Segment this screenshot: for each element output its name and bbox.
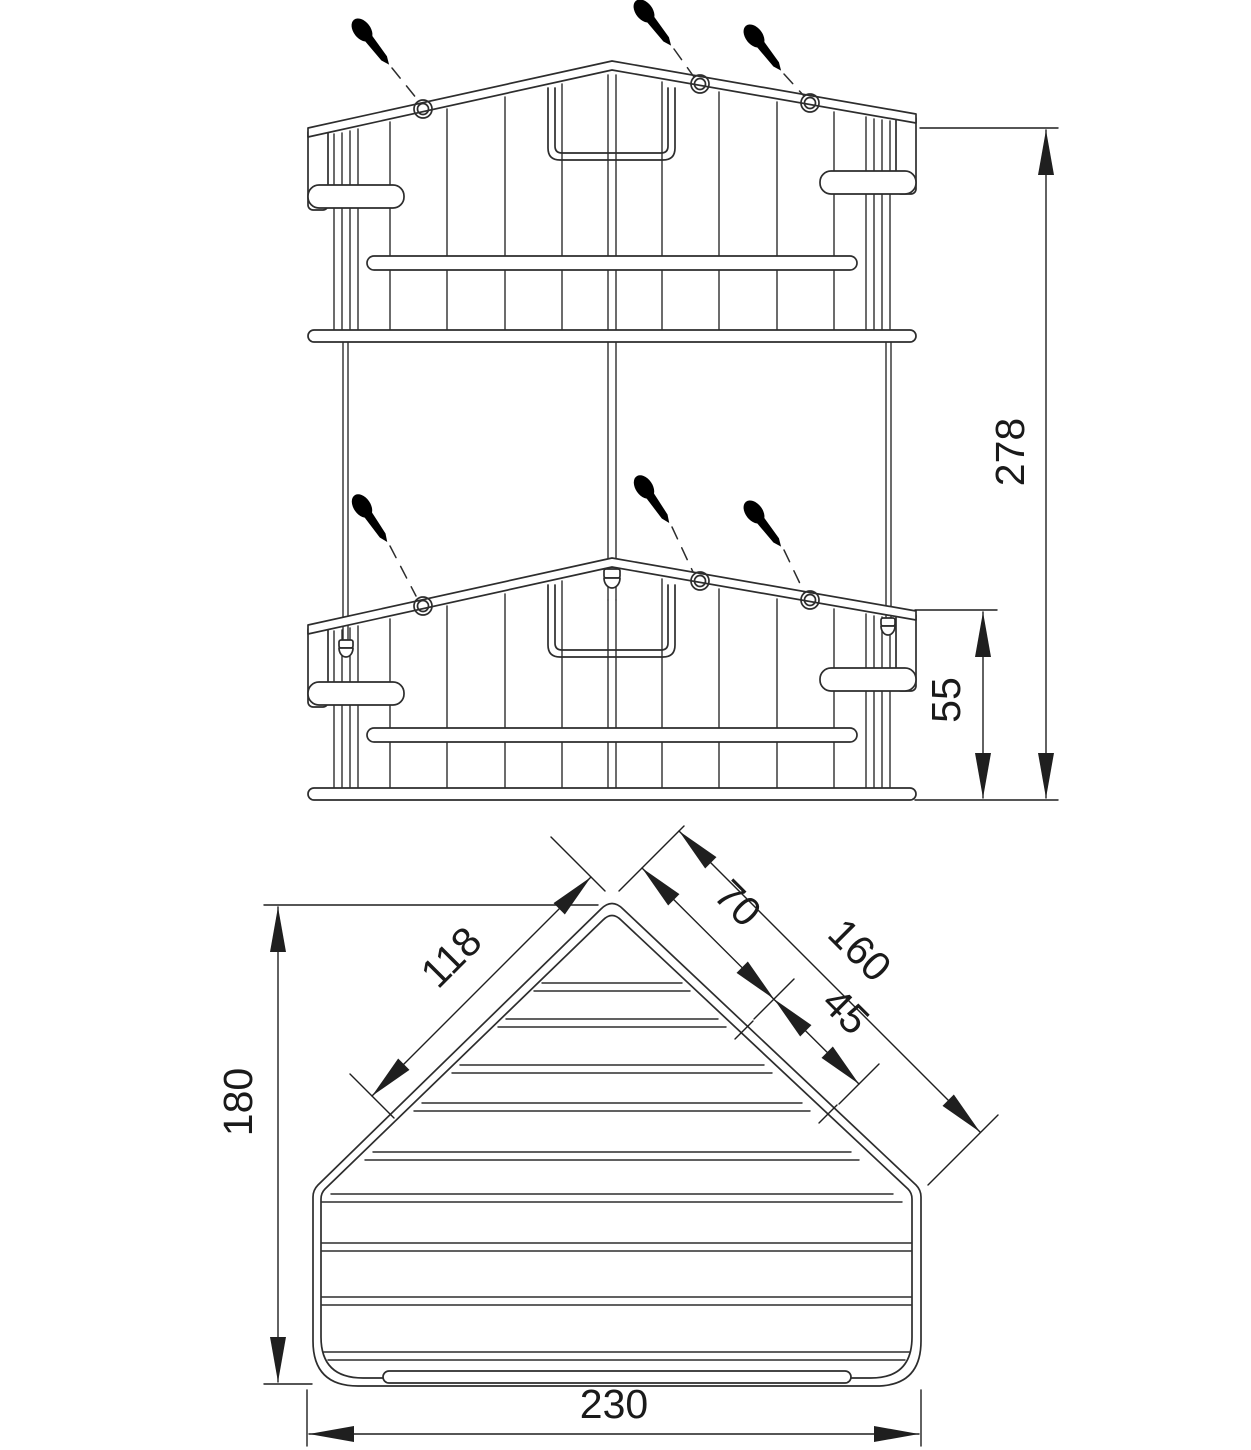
- plan-view-basket: [215, 825, 998, 1446]
- dimension-corner-segment-and-end: [619, 826, 879, 1123]
- plan-rim-inner: [321, 916, 912, 1379]
- front-view-two-tier-basket: [308, 0, 1058, 800]
- upper-right-arm: [820, 171, 916, 194]
- lower-bottom-rim: [308, 788, 916, 800]
- dimension-width: [307, 1381, 921, 1446]
- lower-back-loop: [548, 585, 675, 657]
- dimension-back-left-edge: [350, 837, 605, 1118]
- dim-label-45: 45: [813, 978, 879, 1044]
- center-peg: [604, 569, 620, 588]
- screw-icon: [630, 471, 677, 527]
- dim-label-70: 70: [705, 870, 771, 936]
- upper-basket: [308, 61, 916, 342]
- dimension-lower-tier-height: [915, 610, 997, 798]
- screw-icon: [348, 490, 395, 546]
- dim-label-160: 160: [819, 909, 901, 991]
- lower-mid-rail: [367, 728, 857, 742]
- lower-right-arm: [820, 668, 916, 691]
- right-peg: [881, 618, 895, 635]
- screw-icon: [629, 0, 677, 51]
- upper-bottom-rim: [308, 330, 916, 342]
- dimension-depth: [215, 905, 598, 1384]
- plan-shelf-wires: [322, 983, 911, 1360]
- upper-back-loop: [548, 88, 675, 160]
- plan-rim-outer: [313, 904, 921, 1387]
- dim-label-118: 118: [411, 917, 491, 997]
- upper-top-rail: [308, 61, 916, 137]
- upper-basket-wires: [334, 75, 890, 338]
- lower-basket: [308, 558, 916, 800]
- dim-label-230: 230: [579, 1381, 649, 1427]
- dim-label-55: 55: [923, 677, 969, 723]
- upper-mid-rail: [367, 256, 857, 270]
- left-peg: [339, 640, 353, 657]
- screw-icon: [739, 21, 787, 76]
- screw-icon: [739, 497, 787, 552]
- screw-icon: [347, 15, 395, 70]
- upper-left-arm: [308, 185, 404, 208]
- lower-left-arm: [308, 682, 404, 705]
- lower-basket-wires: [334, 579, 890, 796]
- dim-label-278: 278: [987, 417, 1033, 487]
- dim-label-180: 180: [215, 1067, 261, 1137]
